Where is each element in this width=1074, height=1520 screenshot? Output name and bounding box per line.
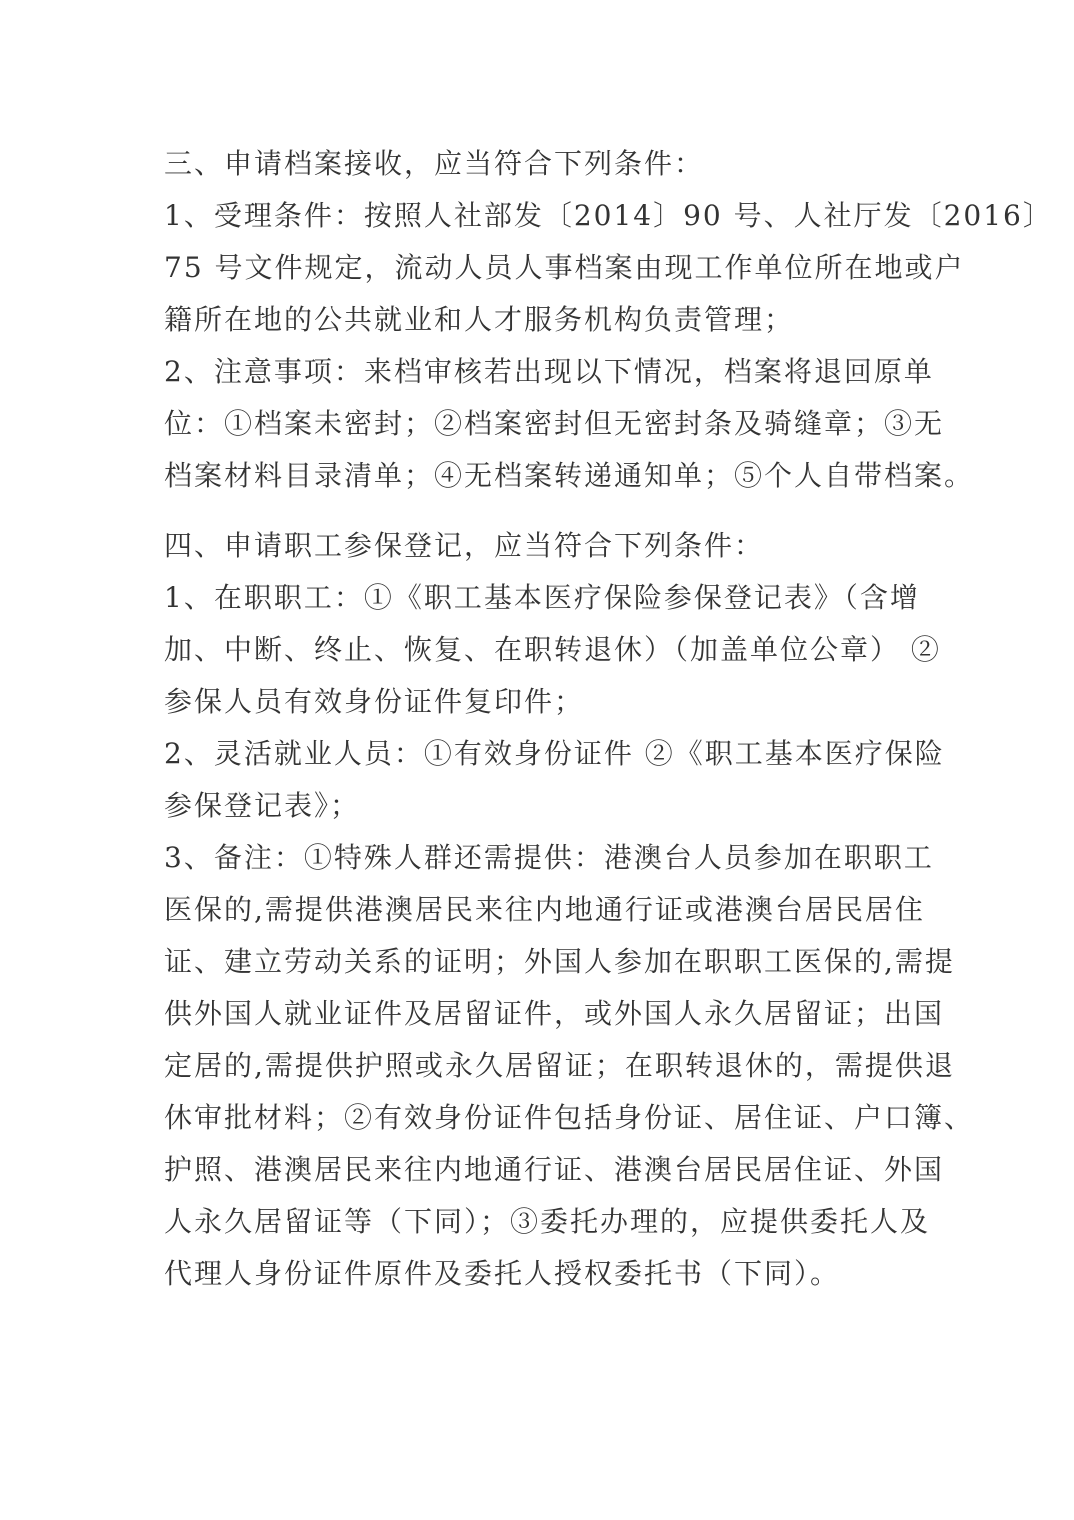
paragraph-line: 医保的,需提供港澳居民来往内地通行证或港澳台居民居住 bbox=[164, 893, 925, 926]
paragraph-line: 护照、港澳居民来往内地通行证、港澳台居民居住证、外国 bbox=[164, 1153, 945, 1186]
paragraph-line: 籍所在地的公共就业和人才服务机构负责管理； bbox=[164, 303, 795, 336]
paragraph-line: 加、中断、终止、恢复、在职转退休）（加盖单位公章） ② bbox=[164, 633, 941, 666]
paragraph-line: 2、灵活就业人员：①有效身份证件 ②《职工基本医疗保险 bbox=[164, 737, 945, 770]
paragraph-line: 休审批材料；②有效身份证件包括身份证、居住证、户口簿、 bbox=[164, 1101, 975, 1134]
paragraph-line: 定居的,需提供护照或永久居留证；在职转退休的，需提供退 bbox=[164, 1049, 955, 1082]
section-insurance-registration bbox=[164, 520, 975, 1300]
section-heading: 四、申请职工参保登记，应当符合下列条件： bbox=[164, 529, 765, 562]
paragraph-line: 供外国人就业证件及居留证件，或外国人永久居留证；出国 bbox=[164, 997, 945, 1030]
paragraph-line: 2、注意事项：来档审核若出现以下情况，档案将退回原单 bbox=[164, 355, 934, 388]
paragraph-line: 代理人身份证件原件及委托人授权委托书（下同）。 bbox=[164, 1257, 841, 1290]
section-archive-receipt bbox=[164, 138, 1053, 502]
document-page bbox=[164, 138, 1053, 1300]
paragraph-line: 1、在职职工：①《职工基本医疗保险参保登记表》（含增 bbox=[164, 581, 920, 614]
paragraph-line: 参保登记表》； bbox=[164, 789, 361, 822]
paragraph-line: 位：①档案未密封；②档案密封但无密封条及骑缝章；③无 bbox=[164, 407, 945, 440]
paragraph-line: 3、备注：①特殊人群还需提供：港澳台人员参加在职职工 bbox=[164, 841, 934, 874]
paragraph-line: 档案材料目录清单；④无档案转递通知单；⑤个人自带档案。 bbox=[164, 459, 975, 492]
paragraph-line: 证、建立劳动关系的证明；外国人参加在职职工医保的,需提 bbox=[164, 945, 955, 978]
section-heading: 三、申请档案接收，应当符合下列条件： bbox=[164, 147, 705, 180]
paragraph-line: 人永久居留证等（下同）；③委托办理的，应提供委托人及 bbox=[164, 1205, 931, 1238]
paragraph-line: 参保人员有效身份证件复印件； bbox=[164, 685, 585, 718]
paragraph-line: 1、受理条件：按照人社部发〔2014〕90 号、人社厅发〔2016〕 bbox=[164, 199, 1053, 232]
paragraph-line: 75 号文件规定，流动人员人事档案由现工作单位所在地或户 bbox=[164, 251, 965, 284]
